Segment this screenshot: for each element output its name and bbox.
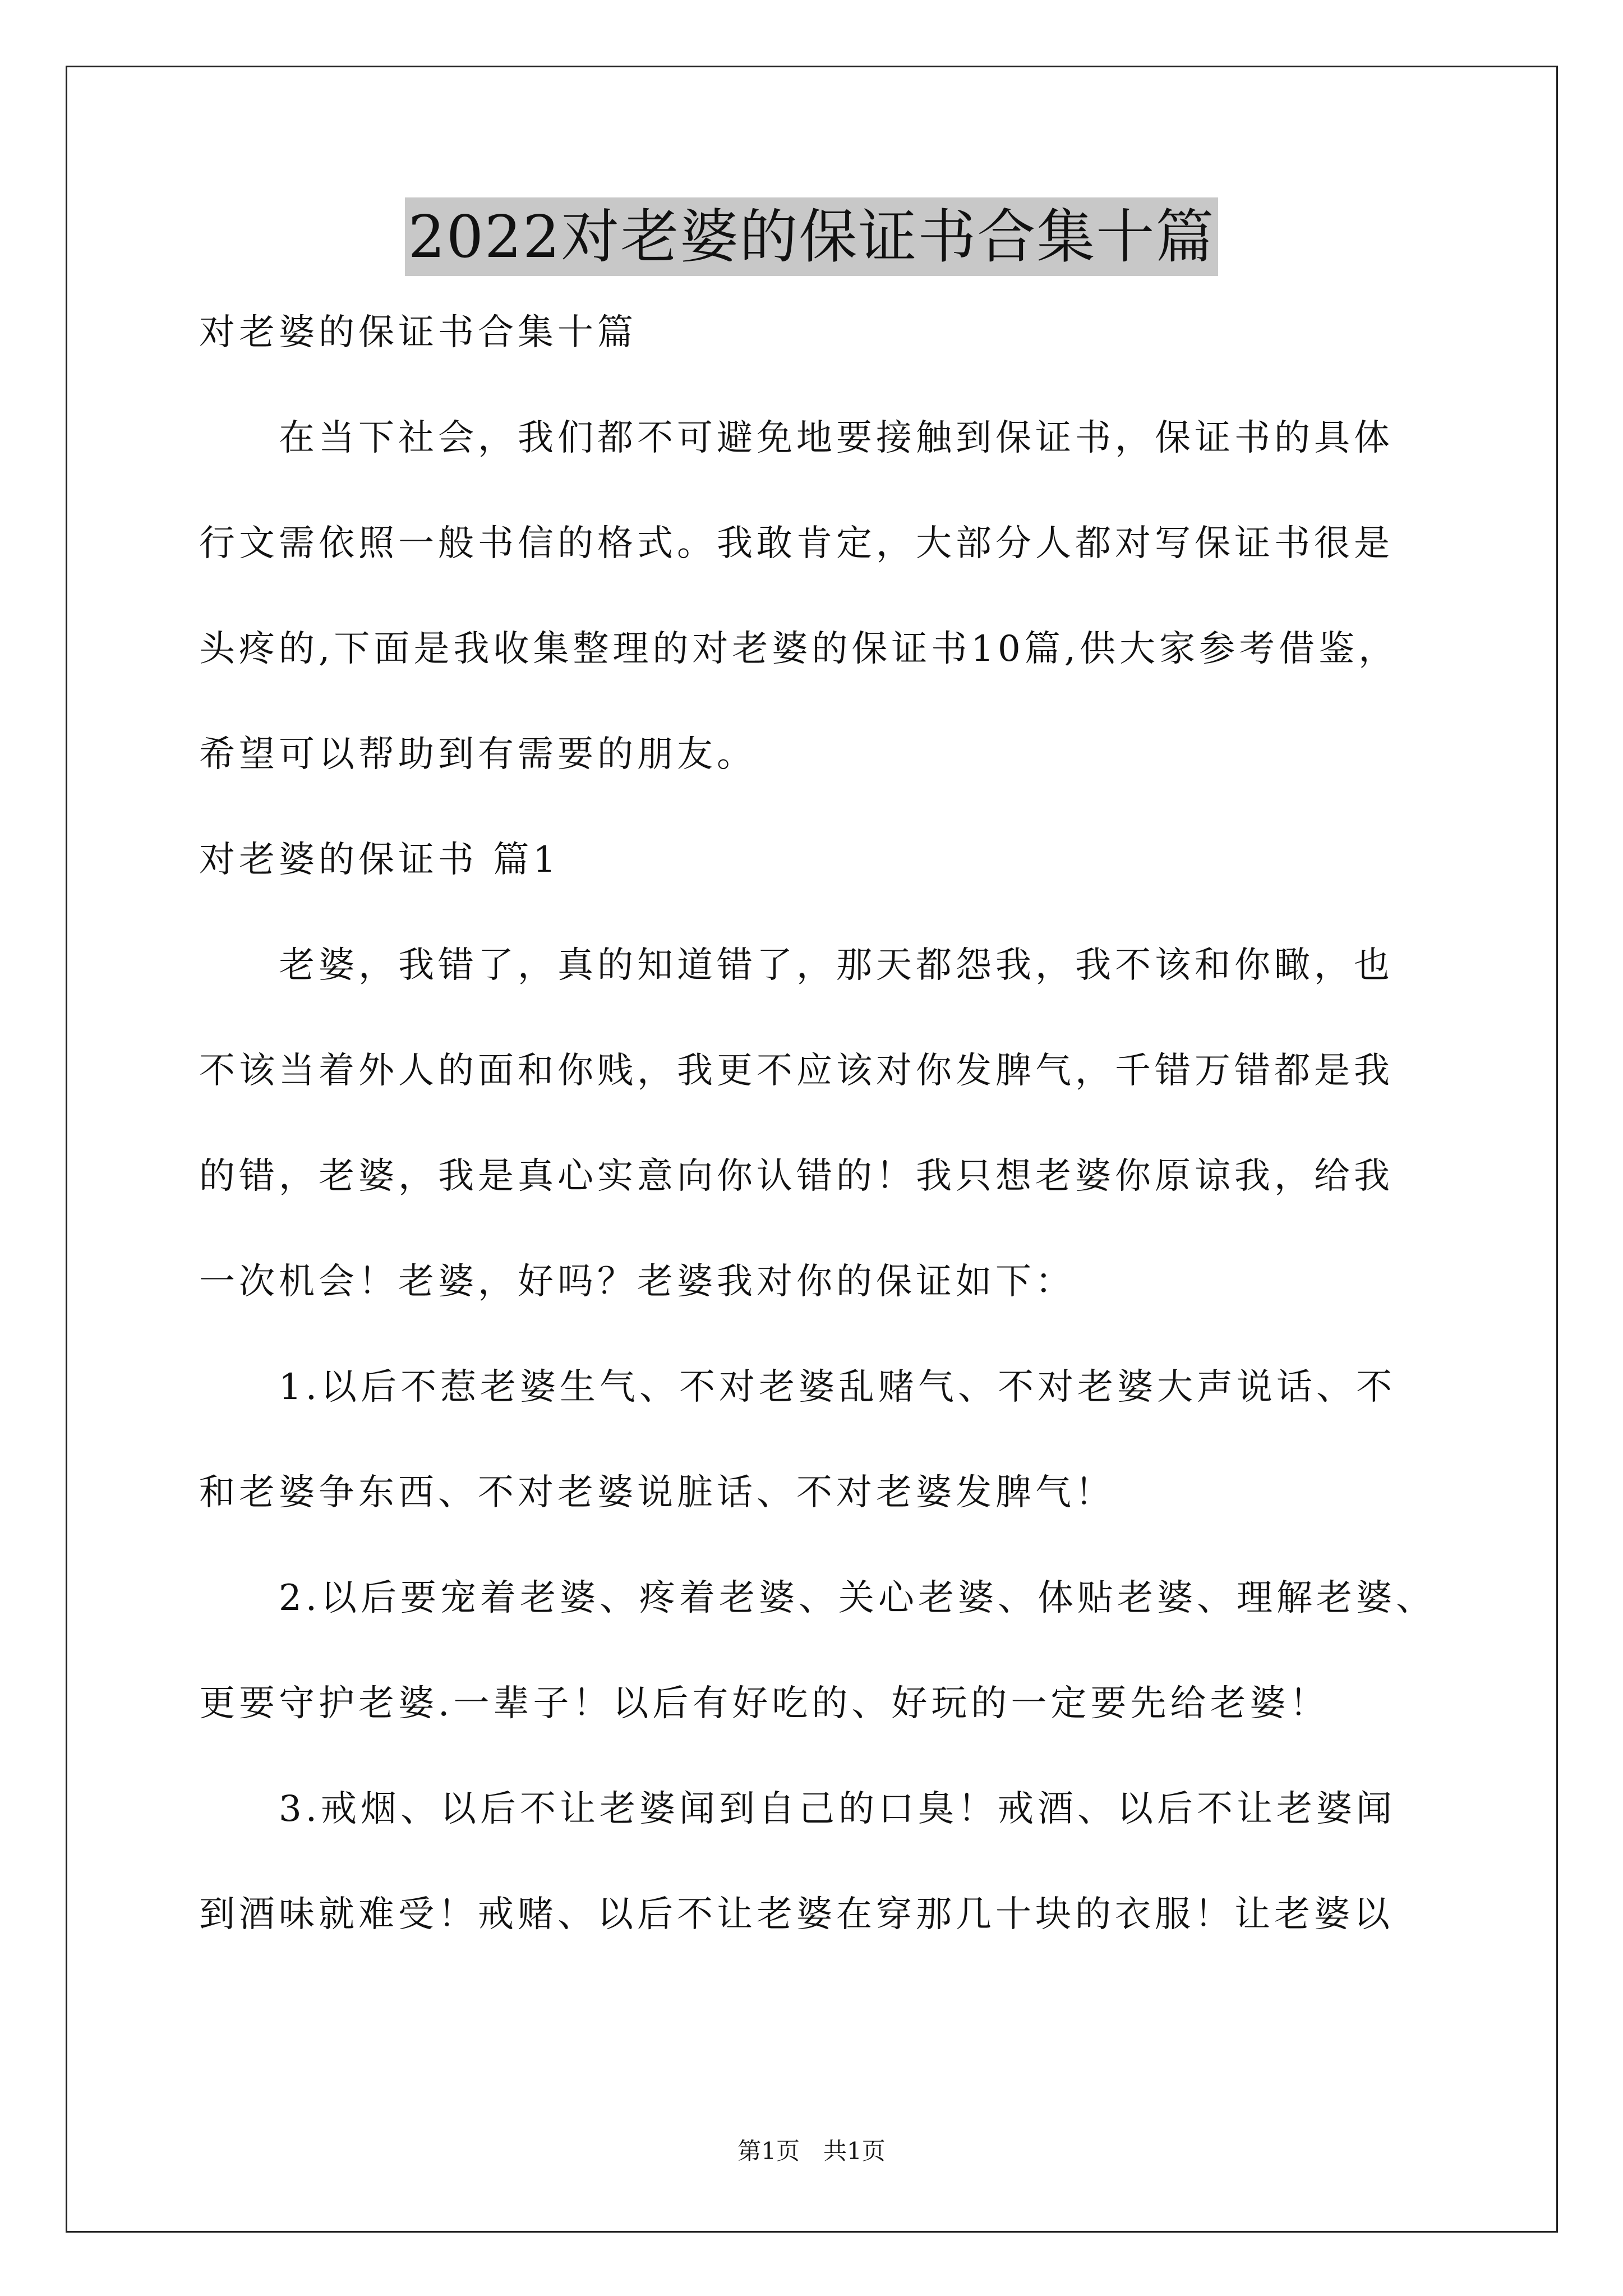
title-container [0,197,1623,276]
body-line: 不该当着外人的面和你贱，我更不应该对你发脾气，千错万错都是我 [199,1050,1394,1092]
body-line: 对老婆的保证书 篇1 [199,839,560,881]
body-line: 更要守护老婆.一辈子！以后有好吃的、好玩的一定要先给老婆！ [199,1683,1330,1724]
body-line: 一次机会！老婆，好吗？老婆我对你的保证如下： [199,1261,1075,1303]
body-line: 和老婆争东西、不对老婆说脏话、不对老婆发脾气！ [199,1472,1115,1513]
body-line: 1.以后不惹老婆生气、不对老婆乱赌气、不对老婆大声说话、不 [199,1366,1396,1408]
body-line: 希望可以帮助到有需要的朋友。 [199,734,757,775]
body-line: 3.戒烟、以后不让老婆闻到自己的口臭！戒酒、以后不让老婆闻 [199,1788,1396,1830]
body-line: 对老婆的保证书合集十篇 [199,312,637,353]
document-body [199,306,1467,1941]
page-footer: 第1页 共1页 [737,2137,886,2165]
body-line: 到酒味就难受！戒赌、以后不让老婆在穿那几十块的衣服！让老婆以 [199,1894,1394,1935]
body-line: 头疼的,下面是我收集整理的对老婆的保证书10篇,供大家参考借鉴， [199,628,1399,670]
body-line: 在当下社会，我们都不可避免地要接触到保证书，保证书的具体 [199,417,1394,459]
body-line: 行文需依照一般书信的格式。我敢肯定，大部分人都对写保证书很是 [199,523,1394,564]
body-line: 的错，老婆，我是真心实意向你认错的！我只想老婆你原谅我，给我 [199,1156,1394,1197]
body-line: 老婆，我错了，真的知道错了，那天都怨我，我不该和你瞰，也 [199,945,1394,986]
document-title: 2022对老婆的保证书合集十篇 [405,197,1219,276]
body-line: 2.以后要宠着老婆、疼着老婆、关心老婆、体贴老婆、理解老婆、 [199,1577,1436,1619]
